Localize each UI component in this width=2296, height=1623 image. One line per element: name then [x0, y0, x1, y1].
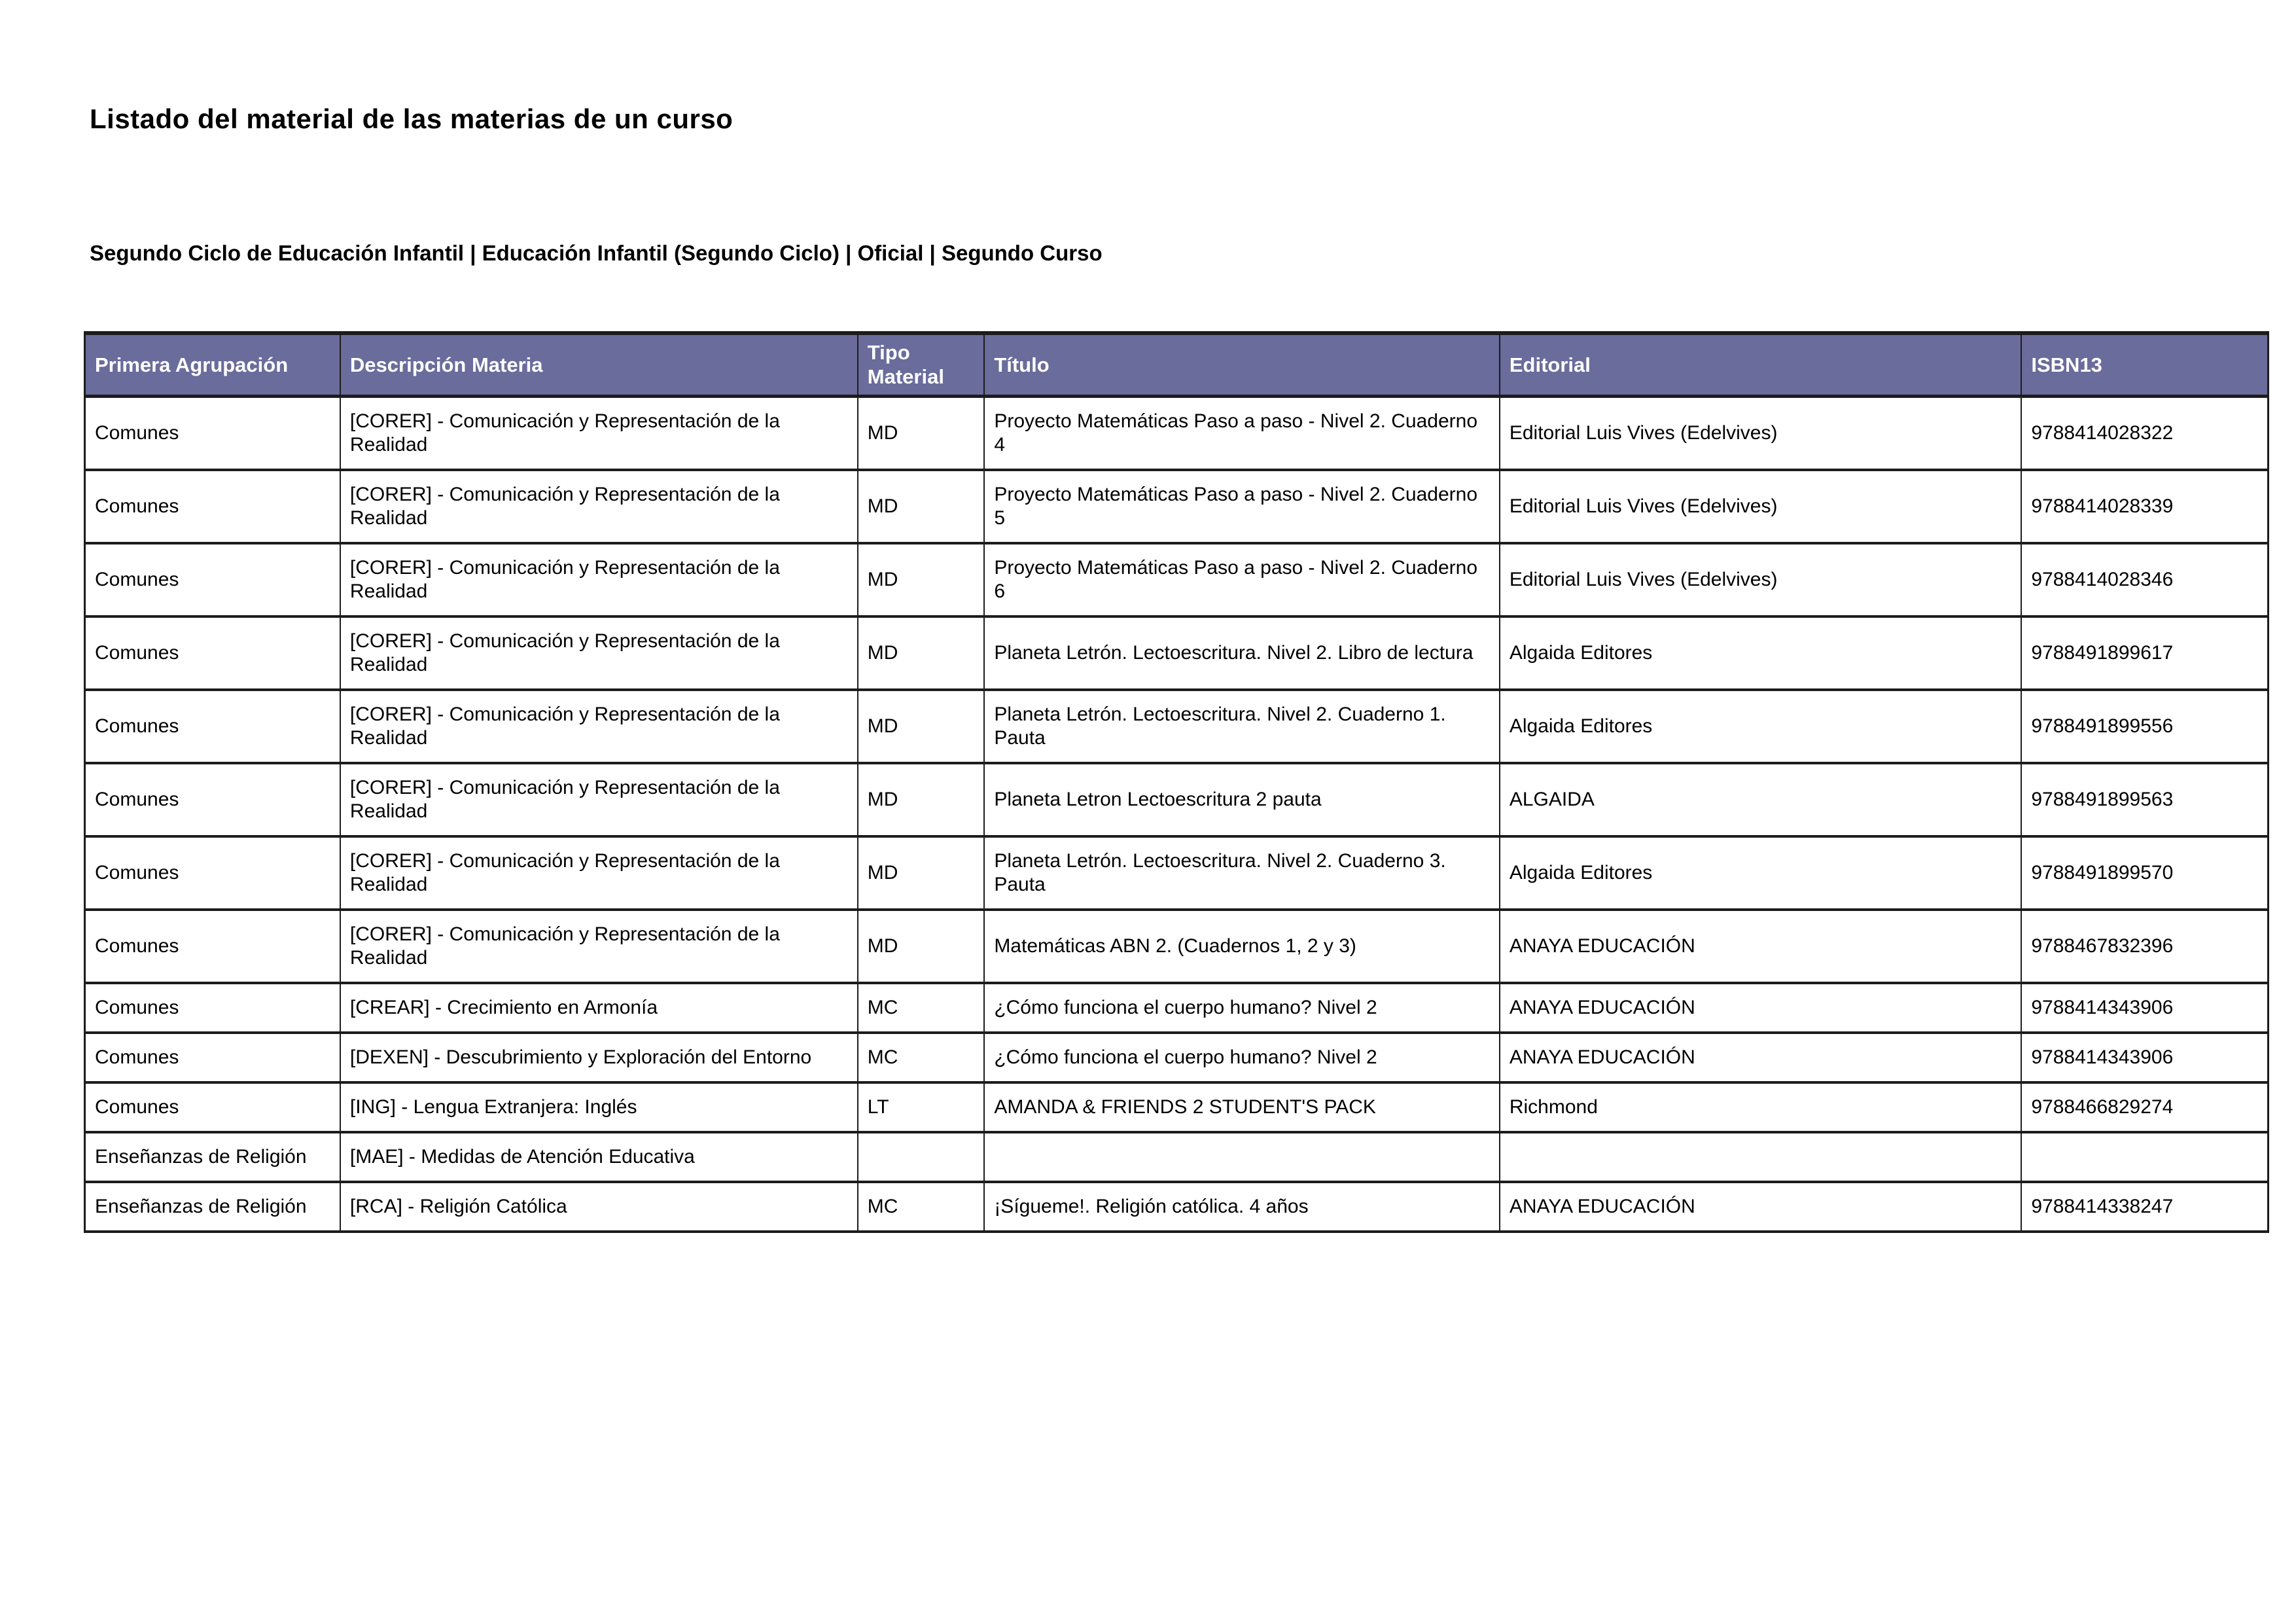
cell-tipo-material: MC: [858, 1033, 985, 1082]
cell-isbn13: [2021, 1132, 2268, 1182]
cell-isbn13: 9788414028346: [2021, 543, 2268, 616]
header-row: [85, 333, 2269, 396]
cell-descripcion-materia: [CORER] - Comunicación y Representación de la Realidad: [340, 690, 858, 763]
cell-primera-agrupacion: Comunes: [85, 836, 340, 910]
table-row: [85, 1082, 2269, 1132]
cell-isbn13: 9788414343906: [2021, 1033, 2268, 1082]
cell-editorial: ANAYA EDUCACIÓN: [1500, 1033, 2022, 1082]
table-row: [85, 763, 2269, 836]
table-row: [85, 1033, 2269, 1082]
column-header-descripcion-materia: Descripción Materia: [340, 333, 858, 396]
cell-descripcion-materia: [CORER] - Comunicación y Representación de la Realidad: [340, 396, 858, 470]
cell-primera-agrupacion: Enseñanzas de Religión: [85, 1132, 340, 1182]
cell-editorial: Editorial Luis Vives (Edelvives): [1500, 470, 2022, 543]
cell-primera-agrupacion: Comunes: [85, 983, 340, 1033]
cell-isbn13: 9788414028339: [2021, 470, 2268, 543]
table-body: [85, 396, 2269, 1232]
cell-primera-agrupacion: Comunes: [85, 1033, 340, 1082]
cell-titulo: [984, 1132, 1500, 1182]
cell-editorial: Richmond: [1500, 1082, 2022, 1132]
cell-titulo: ¿Cómo funciona el cuerpo humano? Nivel 2: [984, 983, 1500, 1033]
cell-isbn13: 9788466829274: [2021, 1082, 2268, 1132]
cell-titulo: Planeta Letron Lectoescritura 2 pauta: [984, 763, 1500, 836]
table-row: [85, 543, 2269, 616]
cell-editorial: Algaida Editores: [1500, 616, 2022, 690]
column-header-isbn13: ISBN13: [2021, 333, 2268, 396]
cell-isbn13: 9788467832396: [2021, 910, 2268, 983]
cell-primera-agrupacion: Comunes: [85, 763, 340, 836]
cell-tipo-material: MD: [858, 396, 985, 470]
cell-isbn13: 9788491899563: [2021, 763, 2268, 836]
cell-titulo: Planeta Letrón. Lectoescritura. Nivel 2. Cuaderno 1. Pauta: [984, 690, 1500, 763]
cell-editorial: [1500, 1132, 2022, 1182]
cell-titulo: Planeta Letrón. Lectoescritura. Nivel 2. Cuaderno 3. Pauta: [984, 836, 1500, 910]
cell-primera-agrupacion: Enseñanzas de Religión: [85, 1182, 340, 1232]
cell-tipo-material: LT: [858, 1082, 985, 1132]
cell-descripcion-materia: [CREAR] - Crecimiento en Armonía: [340, 983, 858, 1033]
table-row: [85, 983, 2269, 1033]
table-row: [85, 1132, 2269, 1182]
cell-tipo-material: MD: [858, 616, 985, 690]
cell-titulo: AMANDA & FRIENDS 2 STUDENT'S PACK: [984, 1082, 1500, 1132]
column-header-titulo: Título: [984, 333, 1500, 396]
cell-tipo-material: MD: [858, 543, 985, 616]
cell-tipo-material: MC: [858, 1182, 985, 1232]
cell-descripcion-materia: [MAE] - Medidas de Atención Educativa: [340, 1132, 858, 1182]
cell-descripcion-materia: [CORER] - Comunicación y Representación de la Realidad: [340, 470, 858, 543]
cell-descripcion-materia: [CORER] - Comunicación y Representación de la Realidad: [340, 763, 858, 836]
cell-tipo-material: MD: [858, 910, 985, 983]
cell-tipo-material: MD: [858, 763, 985, 836]
cell-editorial: ALGAIDA: [1500, 763, 2022, 836]
cell-isbn13: 9788491899570: [2021, 836, 2268, 910]
cell-isbn13: 9788414343906: [2021, 983, 2268, 1033]
table-row: [85, 616, 2269, 690]
table-row: [85, 836, 2269, 910]
cell-descripcion-materia: [ING] - Lengua Extranjera: Inglés: [340, 1082, 858, 1132]
cell-titulo: ¡Sígueme!. Religión católica. 4 años: [984, 1182, 1500, 1232]
cell-primera-agrupacion: Comunes: [85, 543, 340, 616]
cell-primera-agrupacion: Comunes: [85, 910, 340, 983]
column-header-editorial: Editorial: [1500, 333, 2022, 396]
cell-primera-agrupacion: Comunes: [85, 1082, 340, 1132]
materials-table: [84, 331, 2269, 1233]
cell-primera-agrupacion: Comunes: [85, 616, 340, 690]
cell-isbn13: 9788491899556: [2021, 690, 2268, 763]
cell-editorial: Editorial Luis Vives (Edelvives): [1500, 543, 2022, 616]
table-row: [85, 470, 2269, 543]
cell-descripcion-materia: [CORER] - Comunicación y Representación de la Realidad: [340, 543, 858, 616]
cell-descripcion-materia: [CORER] - Comunicación y Representación de la Realidad: [340, 616, 858, 690]
cell-editorial: ANAYA EDUCACIÓN: [1500, 1182, 2022, 1232]
cell-editorial: Algaida Editores: [1500, 836, 2022, 910]
table-row: [85, 690, 2269, 763]
course-subtitle: Segundo Ciclo de Educación Infantil | Educación Infantil (Segundo Ciclo) | Oficial | Segundo Curso: [90, 241, 1103, 265]
cell-editorial: ANAYA EDUCACIÓN: [1500, 983, 2022, 1033]
table-header: [85, 333, 2269, 396]
cell-descripcion-materia: [DEXEN] - Descubrimiento y Exploración del Entorno: [340, 1033, 858, 1082]
cell-descripcion-materia: [CORER] - Comunicación y Representación de la Realidad: [340, 836, 858, 910]
cell-editorial: ANAYA EDUCACIÓN: [1500, 910, 2022, 983]
cell-descripcion-materia: [RCA] - Religión Católica: [340, 1182, 858, 1232]
table-row: [85, 396, 2269, 470]
cell-isbn13: 9788414028322: [2021, 396, 2268, 470]
cell-titulo: Proyecto Matemáticas Paso a paso - Nivel 2. Cuaderno 5: [984, 470, 1500, 543]
cell-titulo: Matemáticas ABN 2. (Cuadernos 1, 2 y 3): [984, 910, 1500, 983]
table-row: [85, 1182, 2269, 1232]
cell-tipo-material: MC: [858, 983, 985, 1033]
table-row: [85, 910, 2269, 983]
cell-titulo: Planeta Letrón. Lectoescritura. Nivel 2. Libro de lectura: [984, 616, 1500, 690]
cell-primera-agrupacion: Comunes: [85, 396, 340, 470]
cell-tipo-material: MD: [858, 690, 985, 763]
cell-titulo: ¿Cómo funciona el cuerpo humano? Nivel 2: [984, 1033, 1500, 1082]
cell-descripcion-materia: [CORER] - Comunicación y Representación de la Realidad: [340, 910, 858, 983]
page-title: Listado del material de las materias de un curso: [90, 103, 733, 134]
cell-titulo: Proyecto Matemáticas Paso a paso - Nivel 2. Cuaderno 6: [984, 543, 1500, 616]
cell-editorial: Editorial Luis Vives (Edelvives): [1500, 396, 2022, 470]
cell-titulo: Proyecto Matemáticas Paso a paso - Nivel 2. Cuaderno 4: [984, 396, 1500, 470]
cell-primera-agrupacion: Comunes: [85, 470, 340, 543]
cell-isbn13: 9788491899617: [2021, 616, 2268, 690]
cell-tipo-material: MD: [858, 836, 985, 910]
cell-tipo-material: [858, 1132, 985, 1182]
cell-editorial: Algaida Editores: [1500, 690, 2022, 763]
cell-isbn13: 9788414338247: [2021, 1182, 2268, 1232]
cell-tipo-material: MD: [858, 470, 985, 543]
column-header-primera-agrupacion: Primera Agrupación: [85, 333, 340, 396]
column-header-tipo-material: Tipo Material: [858, 333, 985, 396]
cell-primera-agrupacion: Comunes: [85, 690, 340, 763]
